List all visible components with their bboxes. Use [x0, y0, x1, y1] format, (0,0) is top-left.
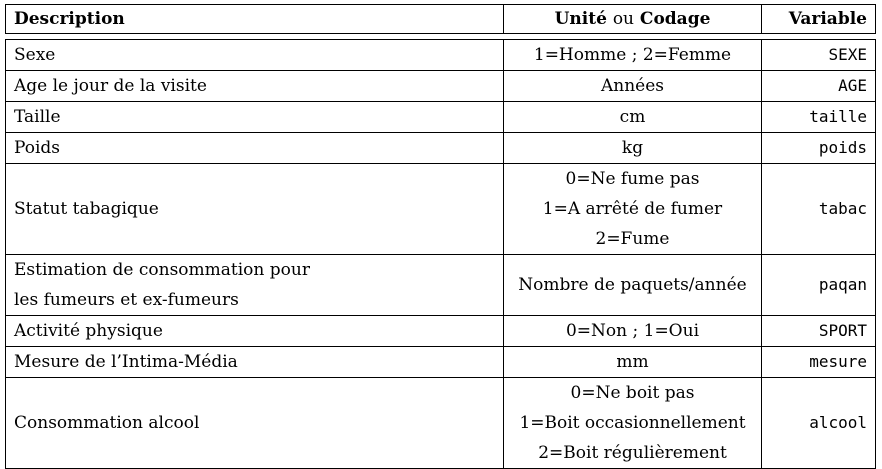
unit-cell [504, 347, 762, 378]
header-unit-coding [504, 5, 762, 34]
unit-cell-line: 2=Boit régulièrement [538, 443, 727, 463]
variables-table [5, 4, 876, 469]
variable-cell: SPORT [762, 316, 876, 347]
table-row [6, 255, 876, 316]
unit-cell-line: Années [600, 76, 665, 96]
unit-cell-line: mm [616, 352, 649, 372]
variable-cell: taille [762, 102, 876, 133]
table-body [6, 34, 876, 469]
table-row [6, 164, 876, 255]
unit-cell-line: Nombre de paquets/année [518, 275, 747, 295]
unit-cell-line: kg [621, 138, 644, 158]
variable-cell: mesure [762, 347, 876, 378]
variable-cell: alcool [762, 378, 876, 469]
table-row [6, 102, 876, 133]
unit-cell-line: 2=Fume [595, 229, 670, 249]
table-row [6, 40, 876, 71]
unit-cell [504, 316, 762, 347]
table-row [6, 378, 876, 469]
description-cell-line: Estimation de consommation pour [14, 260, 310, 280]
variable-cell: SEXE [762, 40, 876, 71]
header-coding-label: Codage [639, 9, 711, 29]
unit-cell-line: 0=Ne boit pas [570, 383, 695, 403]
description-cell-line: Statut tabagique [14, 199, 159, 219]
description-cell [6, 40, 504, 71]
unit-cell [504, 255, 762, 316]
unit-cell [504, 378, 762, 469]
description-cell-line: Taille [14, 107, 61, 127]
description-cell [6, 347, 504, 378]
unit-cell-line: 1=Boit occasionnellement [519, 413, 746, 433]
description-cell [6, 133, 504, 164]
unit-cell-line: 1=A arrêté de fumer [542, 199, 723, 219]
description-cell [6, 316, 504, 347]
description-cell [6, 102, 504, 133]
table-header-row [6, 5, 876, 34]
table-row [6, 71, 876, 102]
description-cell-line: Consommation alcool [14, 413, 200, 433]
table-row [6, 133, 876, 164]
header-description: Description [6, 5, 504, 34]
unit-cell-line: 0=Ne fume pas [565, 169, 700, 189]
unit-cell [504, 102, 762, 133]
variables-table-container [5, 4, 875, 469]
variable-cell: tabac [762, 164, 876, 255]
description-cell-line: les fumeurs et ex-fumeurs [14, 290, 239, 310]
description-cell [6, 164, 504, 255]
unit-cell-line: 1=Homme ; 2=Femme [533, 45, 732, 65]
unit-cell-line: 0=Non ; 1=Oui [565, 321, 700, 341]
unit-cell [504, 40, 762, 71]
variable-cell: paqan [762, 255, 876, 316]
unit-cell [504, 164, 762, 255]
table-row [6, 316, 876, 347]
variable-cell: AGE [762, 71, 876, 102]
unit-cell-line: cm [619, 107, 646, 127]
description-cell-line: Age le jour de la visite [14, 76, 207, 96]
unit-cell [504, 71, 762, 102]
description-cell-line: Sexe [14, 45, 56, 65]
description-cell [6, 378, 504, 469]
header-or-label: ou [612, 9, 634, 29]
header-unit-label: Unité [554, 9, 607, 29]
header-variable: Variable [762, 5, 876, 34]
unit-cell [504, 133, 762, 164]
description-cell [6, 255, 504, 316]
variable-cell: poids [762, 133, 876, 164]
table-row [6, 347, 876, 378]
description-cell [6, 71, 504, 102]
description-cell-line: Mesure de l’Intima-Média [14, 352, 238, 372]
description-cell-line: Activité physique [14, 321, 163, 341]
description-cell-line: Poids [14, 138, 61, 158]
